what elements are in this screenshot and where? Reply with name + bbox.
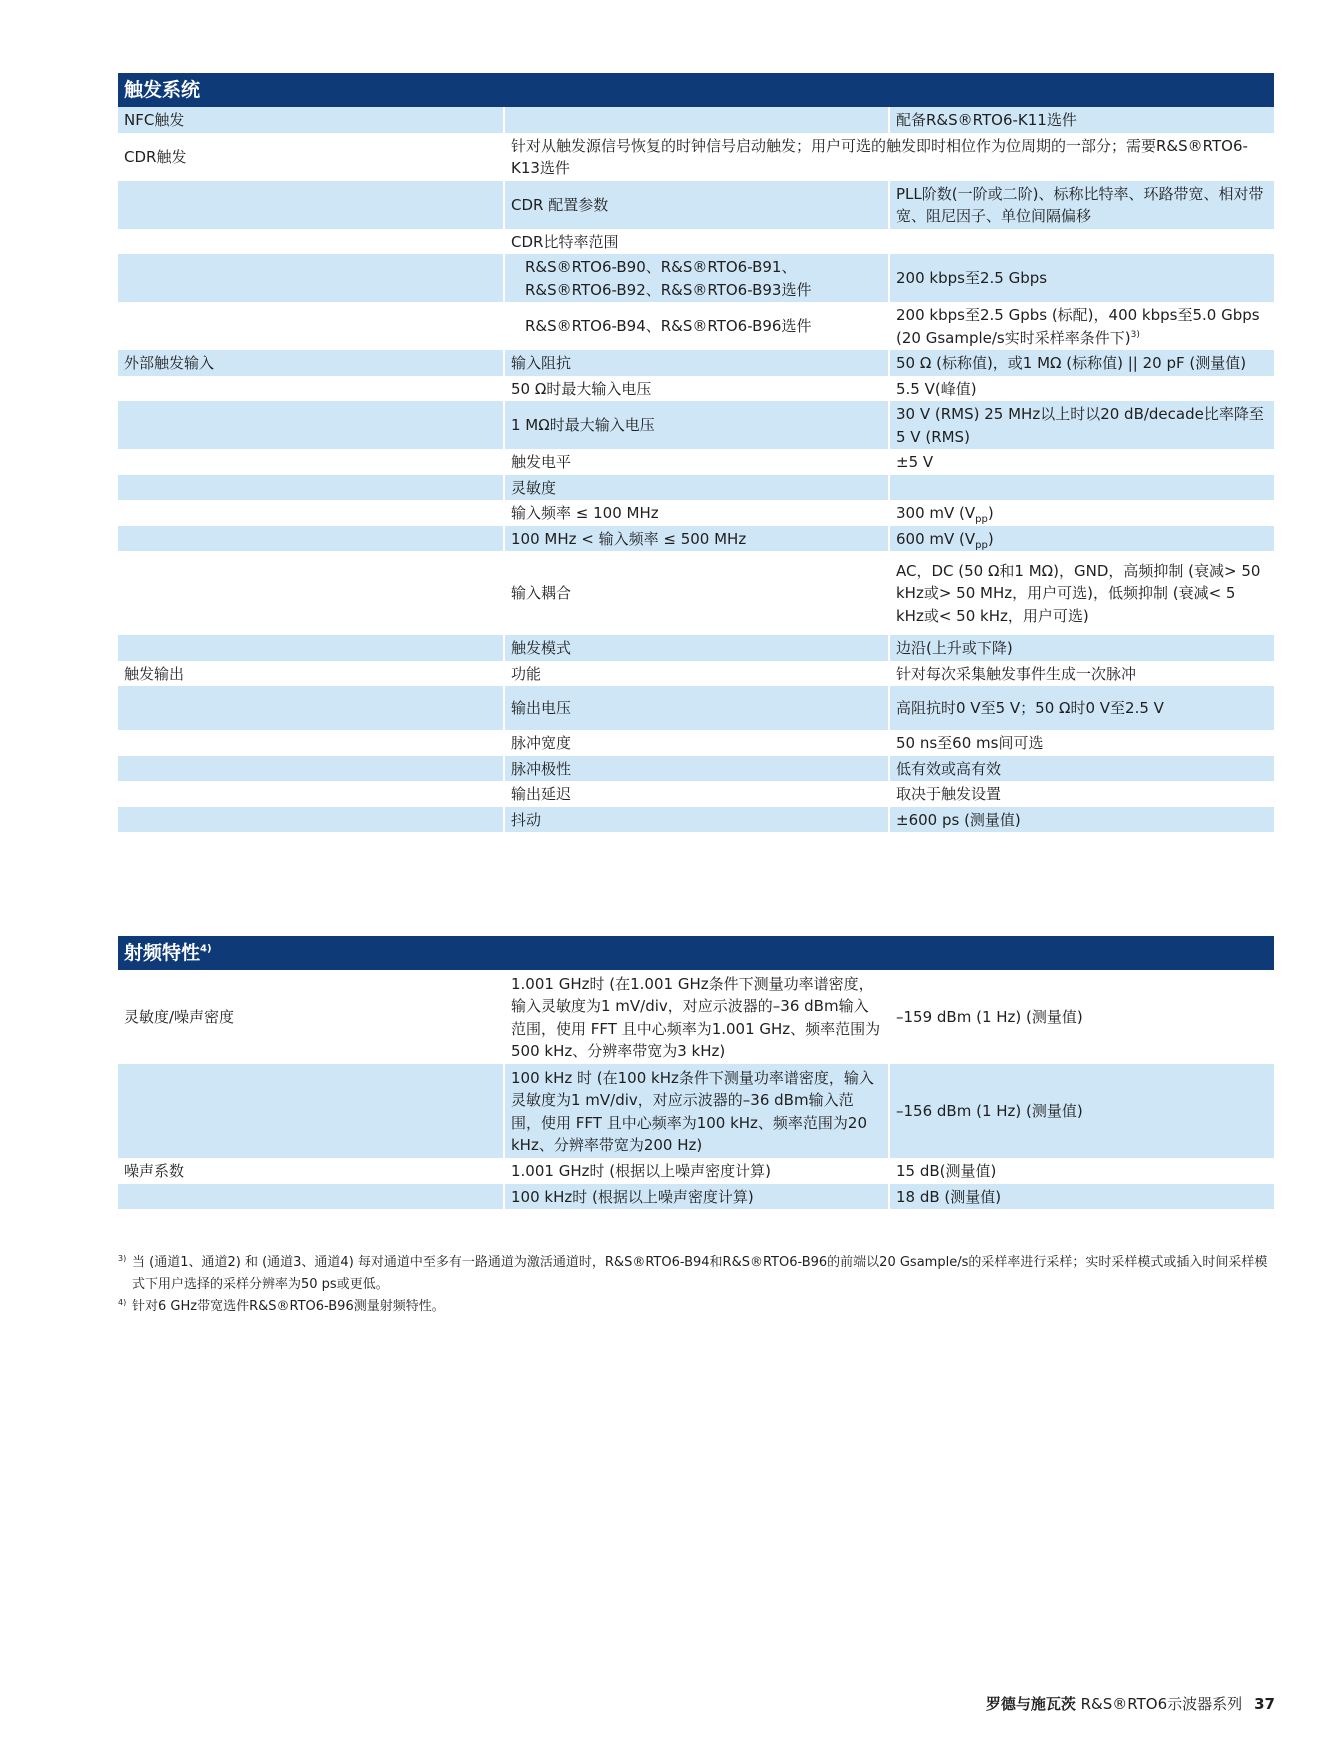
row-value: 边沿(上升或下降) (889, 635, 1274, 661)
value-subscript: pp (975, 514, 988, 525)
row-value: 针对从触发源信号恢复的时钟信号启动触发；用户可选的触发即时相位作为位周期的一部分；需要R&S®RTO6-K13选件 (504, 133, 1274, 181)
table-row (118, 551, 1274, 635)
row-value: AC，DC (50 Ω和1 MΩ)，GND，高频抑制 (衰减> 50 kHz或> 50 MHz，用户可选)，低频抑制 (衰减< 5 kHz或< 50 kHz，用户可选) (889, 551, 1274, 635)
value-subscript: pp (975, 539, 988, 551)
row-label (118, 376, 504, 402)
row-value: 取决于触发设置 (889, 781, 1274, 807)
row-value: 低有效或高有效 (889, 756, 1274, 782)
table-row (118, 475, 1274, 501)
row-label (118, 730, 504, 756)
spec-table-trigger (118, 107, 1274, 832)
page-footer (986, 1693, 1275, 1714)
table-row (118, 686, 1274, 730)
row-param: 输入频率 ≤ 100 MHz (504, 500, 889, 526)
row-param: 功能 (504, 661, 889, 687)
row-param: 输入耦合 (504, 551, 889, 635)
row-label: CDR触发 (118, 133, 504, 181)
table-row (118, 181, 1274, 229)
row-param: CDR 配置参数 (504, 181, 889, 229)
row-label (118, 1184, 504, 1210)
table-row (118, 133, 1274, 181)
row-param: CDR比特率范围 (504, 229, 889, 255)
row-label (118, 551, 504, 635)
table-row (118, 1064, 1274, 1158)
spec-table-rf (118, 970, 1274, 1209)
table-row (118, 781, 1274, 807)
value-text: 300 mV (V (896, 504, 976, 522)
row-label (118, 449, 504, 475)
table-row (118, 635, 1274, 661)
row-param (504, 107, 889, 133)
row-param: 脉冲宽度 (504, 730, 889, 756)
row-label (118, 229, 504, 255)
section-header-rf (118, 936, 1274, 970)
table-row (118, 756, 1274, 782)
row-value: ±5 V (889, 449, 1274, 475)
row-param: R&S®RTO6-B94、R&S®RTO6-B96选件 (504, 302, 889, 350)
row-value (889, 475, 1274, 501)
row-value: 高阻抗时0 V至5 V；50 Ω时0 V至2.5 V (889, 686, 1274, 730)
row-value: 针对每次采集触发事件生成一次脉冲 (889, 661, 1274, 687)
footer-brand: 罗德与施瓦茨 (985, 1695, 1076, 1713)
row-value: –156 dBm (1 Hz) (测量值) (889, 1064, 1274, 1158)
row-param: 100 kHz 时 (在100 kHz条件下测量功率谱密度，输入灵敏度为1 mV/div，对应示波器的–36 dBm输入范围，使用 FFT 且中心频率为100 kHz、频率范围为20 kHz、分辨率带宽为200 Hz) (504, 1064, 889, 1158)
row-label (118, 401, 504, 449)
row-param: 1.001 GHz时 (在1.001 GHz条件下测量功率谱密度，输入灵敏度为1 mV/div，对应示波器的–36 dBm输入范围，使用 FFT 且中心频率为1.001 GHz、频率范围为500 kHz、分辨率带宽为3 kHz) (504, 970, 889, 1064)
value-suffix: ) (987, 504, 994, 522)
row-param: 脉冲极性 (504, 756, 889, 782)
row-label (118, 254, 504, 302)
row-param: 触发模式 (504, 635, 889, 661)
row-param: 1 MΩ时最大输入电压 (504, 401, 889, 449)
value-suffix: ) (987, 529, 994, 548)
row-value: 5.5 V(峰值) (889, 376, 1274, 402)
footnote-ref: 4) (200, 943, 212, 955)
row-label (118, 686, 504, 730)
table-row (118, 807, 1274, 833)
row-label (118, 302, 504, 350)
row-label: 外部触发输入 (118, 350, 504, 376)
footnote-text: 当 (通道1、通道2) 和 (通道3、通道4) 每对通道中至多有一路通道为激活通道时，R&S®RTO6-B94和R&S®RTO6-B96的前端以20 Gsample/s的采样率进行采样；实时采样模式或插入时间采样模式下用户选择的采样分辨率为50 ps或更低。 (132, 1255, 1268, 1292)
row-label: 触发输出 (118, 661, 504, 687)
table-row (118, 401, 1274, 449)
table-row (118, 970, 1274, 1064)
row-param: 1.001 GHz时 (根据以上噪声密度计算) (504, 1158, 889, 1184)
footnotes (118, 1252, 1274, 1318)
row-label (118, 526, 504, 552)
table-row (118, 1158, 1274, 1184)
table-row (118, 302, 1274, 350)
table-row (118, 376, 1274, 402)
row-value: 18 dB (测量值) (889, 1184, 1274, 1210)
footnote-mark: 4) (118, 1298, 127, 1307)
footnote (118, 1296, 1274, 1318)
row-label (118, 475, 504, 501)
row-value (889, 302, 1274, 350)
row-value: 200 kbps至2.5 Gbps (889, 254, 1274, 302)
row-value: ±600 ps (测量值) (889, 807, 1274, 833)
row-label (118, 807, 504, 833)
section-title: 触发系统 (124, 79, 201, 101)
row-param: 输出延迟 (504, 781, 889, 807)
row-value: 50 ns至60 ms间可选 (889, 730, 1274, 756)
row-value: 50 Ω (标称值)，或1 MΩ (标称值) || 20 pF (测量值) (889, 350, 1274, 376)
page-number: 37 (1254, 1695, 1275, 1713)
row-param: R&S®RTO6-B90、R&S®RTO6-B91、R&S®RTO6-B92、R&S®RTO6-B93选件 (504, 254, 889, 302)
value-text: 200 kbps至2.5 Gpbs (标配)，400 kbps至5.0 Gbps (20 Gsample/s实时采样率条件下) (896, 306, 1260, 347)
row-value: 配备R&S®RTO6-K11选件 (889, 107, 1274, 133)
row-label (118, 181, 504, 229)
table-row (118, 661, 1274, 687)
row-value (889, 526, 1274, 552)
section-title: 射频特性 (124, 942, 201, 964)
row-value: –159 dBm (1 Hz) (测量值) (889, 970, 1274, 1064)
footnote-mark: 3) (118, 1254, 127, 1263)
row-label (118, 1064, 504, 1158)
row-label (118, 781, 504, 807)
row-value (889, 500, 1274, 526)
footnote-text: 针对6 GHz带宽选件R&S®RTO6-B96测量射频特性。 (132, 1299, 445, 1314)
row-label (118, 756, 504, 782)
table-row (118, 500, 1274, 526)
footnote (118, 1252, 1274, 1296)
row-param: 抖动 (504, 807, 889, 833)
row-param: 输入阻抗 (504, 350, 889, 376)
row-label: 灵敏度/噪声密度 (118, 970, 504, 1064)
row-value: 15 dB(测量值) (889, 1158, 1274, 1184)
value-text: 600 mV (V (896, 529, 976, 548)
row-param: 输出电压 (504, 686, 889, 730)
row-value: PLL阶数(一阶或二阶)、标称比特率、环路带宽、相对带宽、阻尼因子、单位间隔偏移 (889, 181, 1274, 229)
row-param: 100 MHz < 输入频率 ≤ 500 MHz (504, 526, 889, 552)
table-row (118, 449, 1274, 475)
row-value: 30 V (RMS) 25 MHz以上时以20 dB/decade比率降至5 V (RMS) (889, 401, 1274, 449)
rf-section (118, 936, 1274, 1209)
row-label (118, 500, 504, 526)
row-param: 触发电平 (504, 449, 889, 475)
trigger-section (118, 73, 1274, 832)
row-param: 灵敏度 (504, 475, 889, 501)
table-row (118, 526, 1274, 552)
footer-product: R&S®RTO6示波器系列 (1075, 1695, 1243, 1713)
row-label (118, 635, 504, 661)
footnote-ref: 3) (1130, 329, 1140, 340)
table-row (118, 254, 1274, 302)
row-value (889, 229, 1274, 255)
row-label: 噪声系数 (118, 1158, 504, 1184)
row-param: 100 kHz时 (根据以上噪声密度计算) (504, 1184, 889, 1210)
row-param: 50 Ω时最大输入电压 (504, 376, 889, 402)
table-row (118, 350, 1274, 376)
row-label: NFC触发 (118, 107, 504, 133)
table-row (118, 229, 1274, 255)
table-row (118, 730, 1274, 756)
table-row (118, 1184, 1274, 1210)
section-header-trigger (118, 73, 1274, 107)
table-row (118, 107, 1274, 133)
